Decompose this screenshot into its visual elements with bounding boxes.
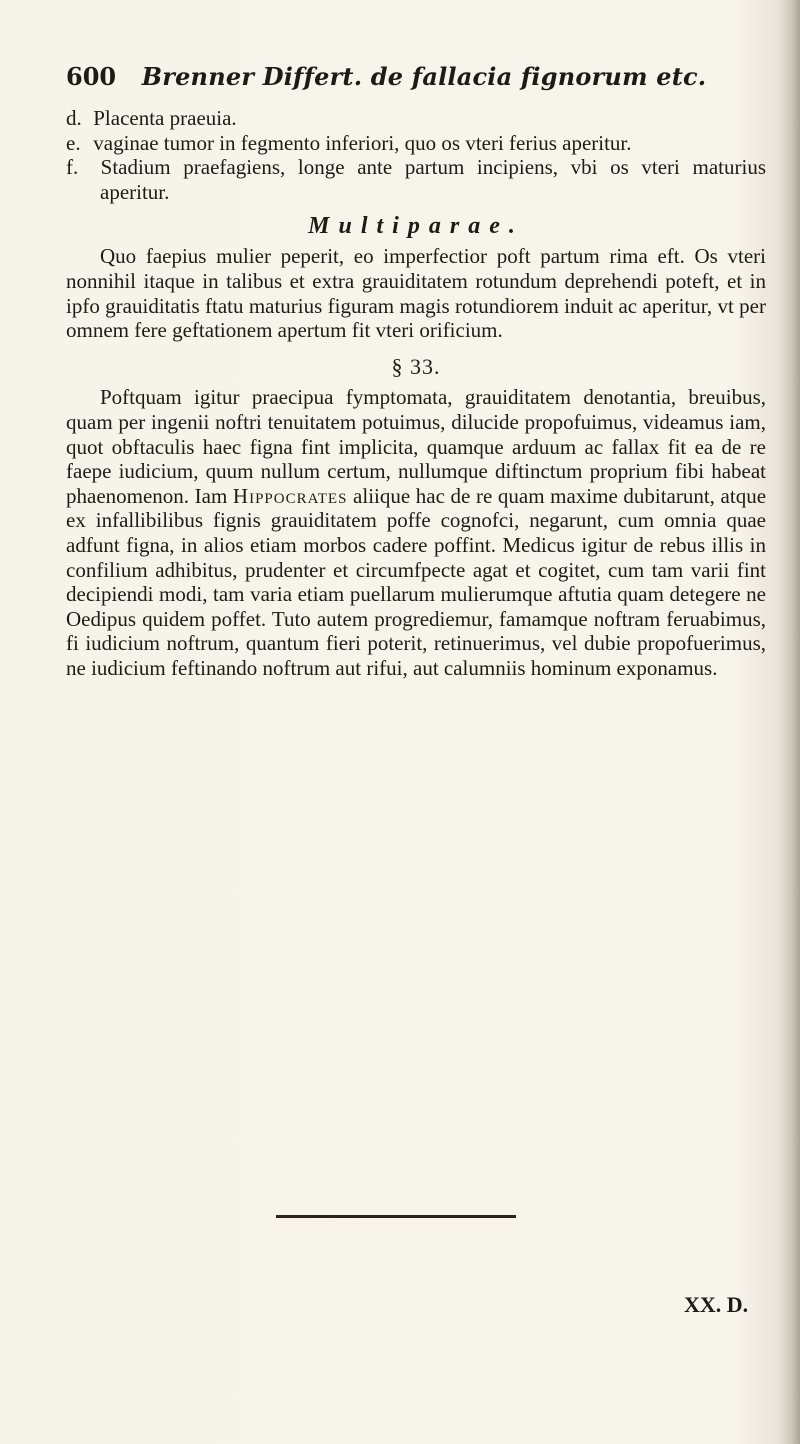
catchword: XX. D. bbox=[684, 1292, 749, 1317]
list-item bbox=[66, 106, 766, 131]
section-heading: Multiparae. bbox=[308, 213, 524, 240]
section-rule bbox=[276, 1215, 516, 1218]
list-item-key: d. bbox=[66, 106, 82, 130]
list-item-text: vaginae tumor in fegmento inferiori, quo os vteri ferius aperitur. bbox=[93, 130, 632, 155]
page-header bbox=[66, 62, 706, 91]
paragraph-text: aliique hac de re quam maxime dubitarunt, atque ex infallibilibus fignis grauiditatem poffe cognofci, negarunt, cum omnia quae adfunt figna, in alios etiam morbos cadere poffint. Medicus igitur de rebus illis in confilium adhibitus, prudenter et circumfpecte agat et cogitet, cum tam varii fint decipiendi modi, tam varia etiam puellarum mulierumque aftutia quam detegere ne Oedipus quidem poffet. Tuto autem progrediemur, famamque noftram feruabimus, fi iudicium noftrum, quantum fieri poterit, retinuerimus, vel dubie propofuerimus, ne iudicium feftinando noftrum aut rifui, aut calumniis hominum exponamus. bbox=[66, 483, 767, 680]
page-gutter-shadow bbox=[778, 0, 800, 1444]
list-item-text: Stadium praefagiens, longe ante partum incipiens, vbi os vteri maturius aperitur. bbox=[100, 155, 766, 204]
page-number: 600 bbox=[66, 62, 117, 91]
paragraph: Quo faepius mulier peperit, eo imperfectior poft partum rima eft. Os vteri nonnihil itaque in talibus et extra grauiditatem rotundum deprehendi poteft, et in ipfo grauiditatis ftatu maturius figuram magis rotundiorem induit ac aperitur, vt per omnem fere geftationem apertum fit vteri orificium. bbox=[66, 244, 766, 343]
body-text bbox=[66, 106, 766, 680]
list-item-text: Placenta praeuia. bbox=[93, 106, 237, 130]
list-item bbox=[66, 131, 766, 156]
list-item bbox=[66, 155, 766, 204]
list-item-key: f. bbox=[66, 155, 79, 180]
list-item-key: e. bbox=[66, 130, 81, 155]
paragraph bbox=[66, 385, 766, 680]
running-title: Brenner Differt. de fallacia fignorum etc. bbox=[141, 62, 707, 91]
author-name: Hippocrates bbox=[232, 483, 348, 508]
paragraph-text: Poftquam igitur praecipua fymptomata, grauiditatem denotantia, breuibus, quam per ingenii noftri tenuitatem potuimus, dilucide propofuimus, videamus iam, quot obftaculis haec figna fint implicita, quamque arduum ac fallax fit ea de re faepe iudicium, quum nullum certum, nullumque diftinctum proprium fibi habeat phaenomenon. Iam bbox=[66, 385, 766, 508]
section-number: § 33. bbox=[391, 353, 441, 379]
